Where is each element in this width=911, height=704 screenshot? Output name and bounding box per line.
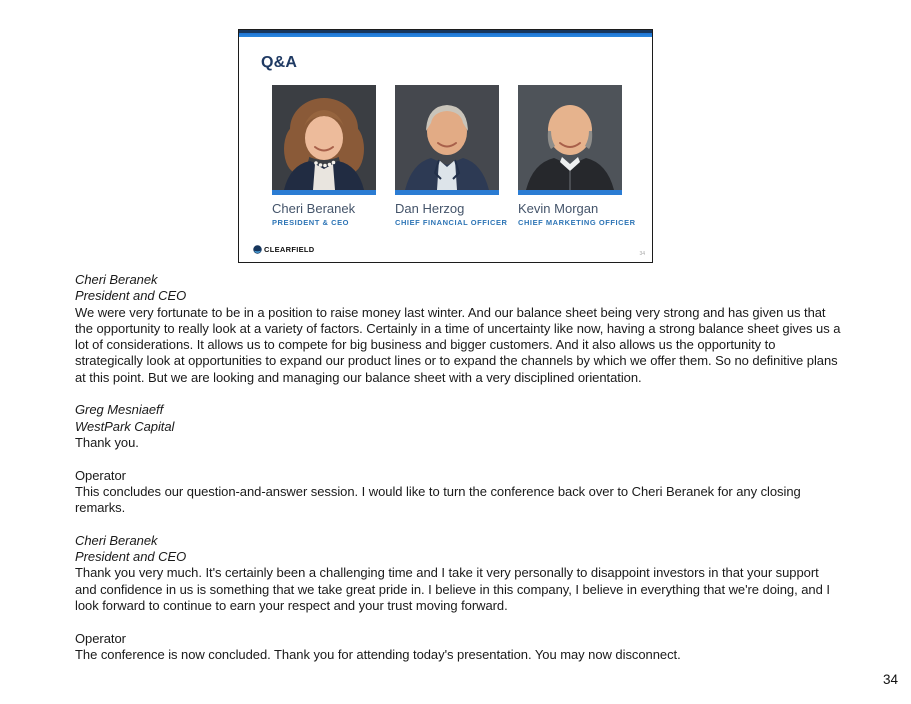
speech-text: We were very fortunate to be in a position to raise money last winter. And our balance sheet being very strong and has given us that the opportunity to really look at a variety of factors. Certainly in a time of uncertainty like now, having a strong balance sheet gives us a lot of considerations. It allows us to compete for big business and bigger customers. And it also allows us the opportunity to strategically look at opportunities to expand our product lines or to expand the channels by which we offer them. So no definitive plans at this point. But we are looking and managing our balance sheet with a very disciplined orientation.: [75, 304, 844, 385]
person-name: Kevin Morgan: [518, 201, 599, 216]
person-role: CHIEF FINANCIAL OFFICER: [395, 218, 508, 227]
person-card-kevin-morgan: [518, 85, 636, 227]
transcript-block: [75, 533, 841, 614]
bald-man-avatar-illustration: [518, 85, 622, 190]
speaker-name: Cheri Beranek: [75, 272, 158, 287]
headshot-photo-kevin-morgan: [518, 85, 622, 195]
person-name: Cheri Beranek: [272, 201, 356, 216]
speech-text: Thank you very much. It's certainly been a challenging time and I take it very personally to disappoint investors in that your support and confidence in us is something that we take great pride in. I believe in this company, I believe in everything that we're doing, and I look forward to continue to earn your respect and your trust moving forward.: [75, 565, 834, 613]
speaker-title: WestPark Capital: [75, 418, 175, 434]
woman-avatar-illustration: [272, 85, 376, 190]
headshot-photo-cheri-beranek: [272, 85, 376, 195]
qa-slide: [238, 29, 653, 263]
transcript-block: [75, 402, 841, 451]
speaker-title: President and CEO: [75, 288, 187, 304]
speaker-name: Operator: [75, 630, 126, 646]
transcript-block: [75, 468, 841, 517]
speaker-name: Operator: [75, 467, 126, 483]
person-name: Dan Herzog: [395, 201, 465, 216]
person-role: PRESIDENT & CEO: [272, 218, 350, 227]
clearfield-logo-text: CLEARFIELD: [264, 245, 315, 254]
slide-top-accent-bar: [239, 30, 652, 37]
headshot-photo-dan-herzog: [395, 85, 499, 195]
slide-title: Q&A: [261, 54, 298, 71]
person-card-cheri-beranek: [272, 85, 384, 227]
clearfield-logo: [253, 245, 315, 254]
person-role: CHIEF MARKETING OFFICER: [518, 218, 636, 227]
man-avatar-illustration: [395, 85, 499, 190]
speech-text: Thank you.: [75, 434, 139, 450]
slide-page-number: 34: [639, 251, 645, 257]
transcript-block: [75, 272, 844, 386]
transcript-block: [75, 631, 841, 664]
speech-text: This concludes our question-and-answer session. I would like to turn the conference back over to Cheri Beranek for any closing remarks.: [75, 483, 805, 516]
speaker-title: President and CEO: [75, 549, 187, 565]
transcript: [75, 272, 844, 663]
clearfield-globe-icon: [253, 245, 262, 254]
slide-footer: [239, 238, 652, 262]
speaker-name: Greg Mesniaeff: [75, 402, 164, 418]
speech-text: The conference is now concluded. Thank you for attending today's presentation. You may now disconnect.: [75, 646, 681, 662]
speaker-name: Cheri Beranek: [75, 532, 158, 548]
page-number: 34: [882, 672, 898, 687]
person-card-dan-herzog: [395, 85, 507, 227]
